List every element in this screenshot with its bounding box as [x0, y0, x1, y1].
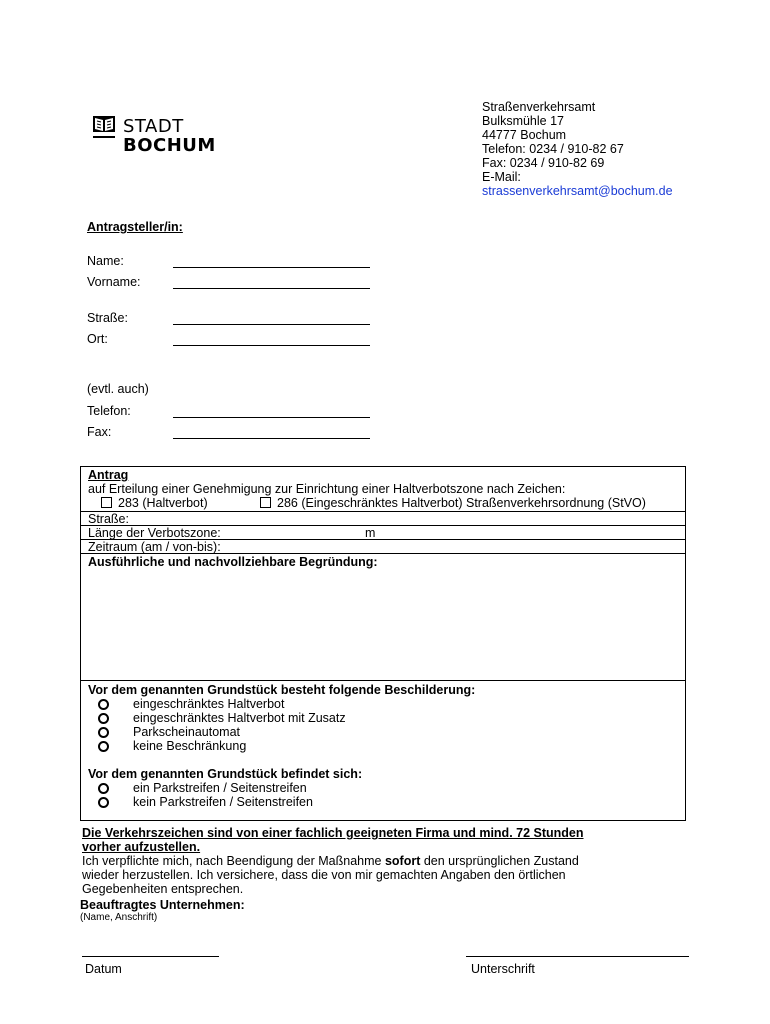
signage-option-label: keine Beschränkung [133, 739, 247, 753]
logo-line-1: STADT [123, 116, 184, 137]
firstname-field[interactable] [173, 288, 370, 289]
signage-option-label: eingeschränktes Haltverbot mit Zusatz [133, 711, 346, 725]
request-box [80, 466, 686, 821]
period-label: Zeitraum (am / von-bis): [88, 540, 221, 554]
phone-field[interactable] [173, 417, 370, 418]
authority-email-link[interactable]: strassenverkehrsamt@bochum.de [482, 184, 673, 198]
signature-field[interactable] [466, 956, 689, 957]
checkbox-283[interactable] [101, 497, 112, 508]
also-label: (evtl. auch) [87, 382, 149, 396]
signage-option-label: Parkscheinautomat [133, 725, 241, 739]
phone-label: Telefon: [87, 404, 131, 418]
applicant-heading: Antragsteller/in: [87, 220, 183, 234]
notice-line-3 [82, 854, 579, 868]
separator [81, 680, 685, 681]
signage-heading: Vor dem genannten Grundstück besteht folgende Beschilderung: [88, 683, 476, 697]
request-heading: Antrag [88, 468, 129, 482]
authority-address [482, 100, 673, 198]
company-sub: (Name, Anschrift) [80, 912, 158, 923]
notice-text-bold: sofort [384, 854, 421, 868]
radio-signage-1[interactable] [98, 699, 109, 710]
book-crown-icon [92, 114, 116, 140]
street-field[interactable] [173, 324, 370, 325]
city-field[interactable] [173, 345, 370, 346]
company-heading: Beauftragtes Unternehmen: [80, 898, 245, 912]
separator [81, 553, 685, 554]
option-283-label: 283 (Haltverbot) [118, 496, 208, 510]
authority-email-label: E-Mail: [482, 170, 521, 184]
radio-parking-2[interactable] [98, 797, 109, 808]
notice-line-2: vorher aufzustellen. [82, 840, 201, 854]
authority-name: Straßenverkehrsamt [482, 100, 596, 114]
date-field[interactable] [82, 956, 219, 957]
parking-heading: Vor dem genannten Grundstück befindet sich: [88, 767, 363, 781]
firstname-label: Vorname: [87, 275, 141, 289]
radio-signage-2[interactable] [98, 713, 109, 724]
radio-parking-1[interactable] [98, 783, 109, 794]
reason-label: Ausführliche und nachvollziehbare Begründung: [88, 555, 378, 569]
logo-line-2: BOCHUM [123, 135, 216, 156]
separator [81, 511, 685, 512]
fax-field[interactable] [173, 438, 370, 439]
signature-label: Unterschrift [471, 962, 535, 976]
authority-fax: Fax: 0234 / 910-82 69 [482, 156, 605, 170]
request-street-label: Straße: [88, 512, 129, 526]
notice-line-5: Gegebenheiten entsprechen. [82, 882, 244, 896]
notice-text-b: den ursprünglichen Zustand [420, 854, 579, 868]
notice-line-4: wieder herzustellen. Ich versichere, dass die von mir gemachten Angaben den örtlichen [82, 868, 566, 882]
fax-label: Fax: [87, 425, 112, 439]
city-label: Ort: [87, 332, 108, 346]
authority-phone: Telefon: 0234 / 910-82 67 [482, 142, 624, 156]
authority-city: 44777 Bochum [482, 128, 567, 142]
radio-signage-3[interactable] [98, 727, 109, 738]
request-description: auf Erteilung einer Genehmigung zur Einrichtung einer Haltverbotszone nach Zeichen: [88, 482, 566, 496]
signage-option-label: eingeschränktes Haltverbot [133, 697, 285, 711]
name-label: Name: [87, 254, 124, 268]
street-label: Straße: [87, 311, 128, 325]
length-unit: m [365, 526, 376, 540]
parking-option-label: kein Parkstreifen / Seitenstreifen [133, 795, 313, 809]
name-field[interactable] [173, 267, 370, 268]
sign-options-row [101, 496, 208, 510]
option-286-label: 286 (Eingeschränktes Haltverbot) Straßenverkehrsordnung (StVO) [277, 496, 646, 510]
length-label: Länge der Verbotszone: [88, 526, 221, 540]
authority-street: Bulksmühle 17 [482, 114, 564, 128]
sign-option-286-row [260, 496, 646, 510]
notice-line-1: Die Verkehrszeichen sind von einer fachlich geeigneten Firma und mind. 72 Stunden [82, 826, 584, 840]
city-logo [92, 114, 232, 156]
reason-field[interactable] [81, 571, 685, 679]
date-label: Datum [85, 962, 122, 976]
checkbox-286[interactable] [260, 497, 271, 508]
notice-text-a: Ich verpflichte mich, nach Beendigung der Maßnahme [82, 854, 385, 868]
radio-signage-4[interactable] [98, 741, 109, 752]
parking-option-label: ein Parkstreifen / Seitenstreifen [133, 781, 307, 795]
